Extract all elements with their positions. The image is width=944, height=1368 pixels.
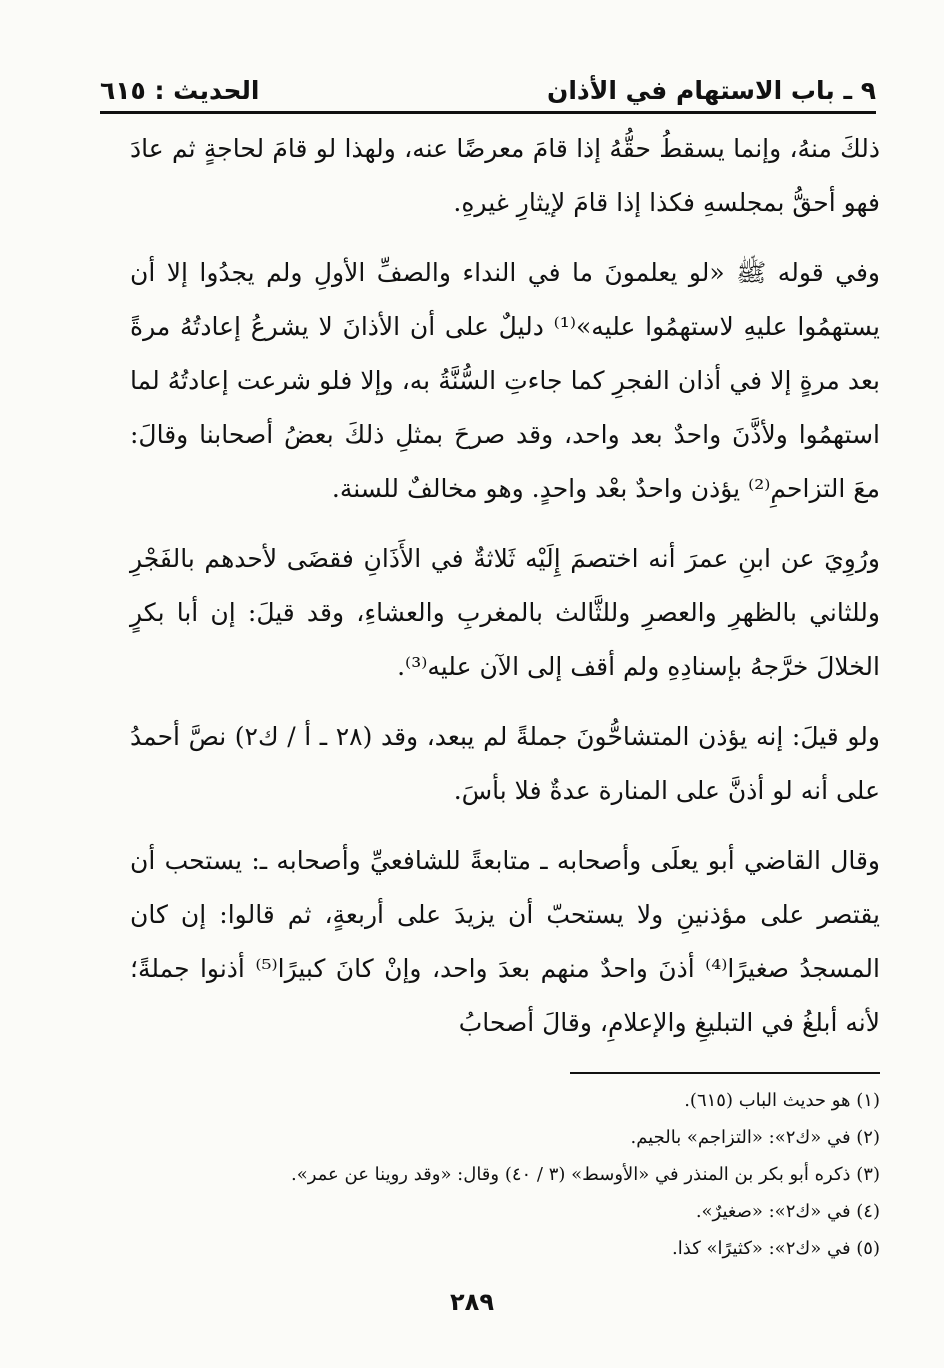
main-text xyxy=(130,122,880,1066)
footnote: (٢) في «ك٢»: «التزاجم» بالجيم. xyxy=(630,1127,880,1148)
footnote: (١) هو حديث الباب (٦١٥). xyxy=(684,1090,880,1111)
chapter-title: ٩ ـ باب الاستهام في الأذان xyxy=(547,76,876,105)
footnote: (٤) في «ك٢»: «صغيرٌ». xyxy=(695,1201,880,1222)
paragraph: وفي قوله ﷺ «لو يعلمونَ ما في النداء والصفِّ الأولِ ولم يجدُوا إلا أن يستهمُوا عليهِ لاستهمُوا عليه»⁽¹⁾ دليلٌ على أن الأذانَ لا يشرعُ إعادتُهُ مرةً بعد مرةٍ إلا في أذان الفجرِ كما جاءتِ السُّنَّةُ به، وإلا فلو شرعت إعادتُهُ لما استهمُوا ولأذَّنَ واحدٌ بعد واحد، وقد صرحَ بمثلِ ذلكَ بعضُ أصحابنا وقالَ: معَ التزاحمِ⁽²⁾ يؤذن واحدٌ بعْد واحدٍ. وهو مخالفٌ للسنة. xyxy=(130,258,880,503)
footnote: (٥) في «ك٢»: «كثيرًا» كذا. xyxy=(672,1238,880,1259)
paragraph: ذلكَ منهُ، وإنما يسقطُ حقُّهُ إذا قامَ معرضًا عنه، ولهذا لو قامَ لحاجةٍ ثم عادَ فهو أحقُّ بمجلسهِ فكذا إذا قامَ لإيثارِ غيرهِ. xyxy=(130,134,880,217)
footnotes xyxy=(100,1082,880,1267)
footnote-divider xyxy=(570,1072,880,1074)
footnote: (٣) ذكره أبو بكر بن المنذر في «الأوسط» (٣ / ٤٠) وقال: «وقد روينا عن عمر». xyxy=(290,1164,880,1185)
paragraph: ولو قيلَ: إنه يؤذن المتشاحُّونَ جملةً لم يبعد، وقد (٢٨ ـ أ / ك٢) نصَّ أحمدُ على أنه لو أذنَّ على المنارة عدةٌ فلا بأسَ. xyxy=(130,722,880,805)
hadith-number: الحديث : ٦١٥ xyxy=(100,76,260,105)
page-header xyxy=(100,78,876,114)
paragraph: ورُوِيَ عن ابنِ عمرَ أنه اختصمَ إِلَيْه ثَلاثةٌ في الأَذَانِ فقضَى لأحدهم بالفَجْرِ وللثاني بالظهرِ والعصرِ وللثَّالث بالمغربِ والعشاءِ، وقد قيلَ: إن أبا بكرٍ الخلالَ خرَّجهُ بإسنادِهِ ولم أقف إلى الآن عليه⁽³⁾. xyxy=(130,544,880,681)
page-number: ٢٨٩ xyxy=(450,1288,494,1316)
paragraph: وقال القاضي أبو يعلَى وأصحابه ـ متابعةً للشافعيِّ وأصحابه ـ: يستحب أن يقتصر على مؤذنينِ ولا يستحبّ أن يزيدَ على أربعةٍ، ثم قالوا: إن كان المسجدُ صغيرًا⁽⁴⁾ أذنَ واحدٌ منهم بعدَ واحد، وإنْ كانَ كبيرًا⁽⁵⁾ أذنوا جملةً؛ لأنه أبلغُ في التبليغِ والإعلامِ، وقالَ أصحابُ xyxy=(130,846,880,1037)
